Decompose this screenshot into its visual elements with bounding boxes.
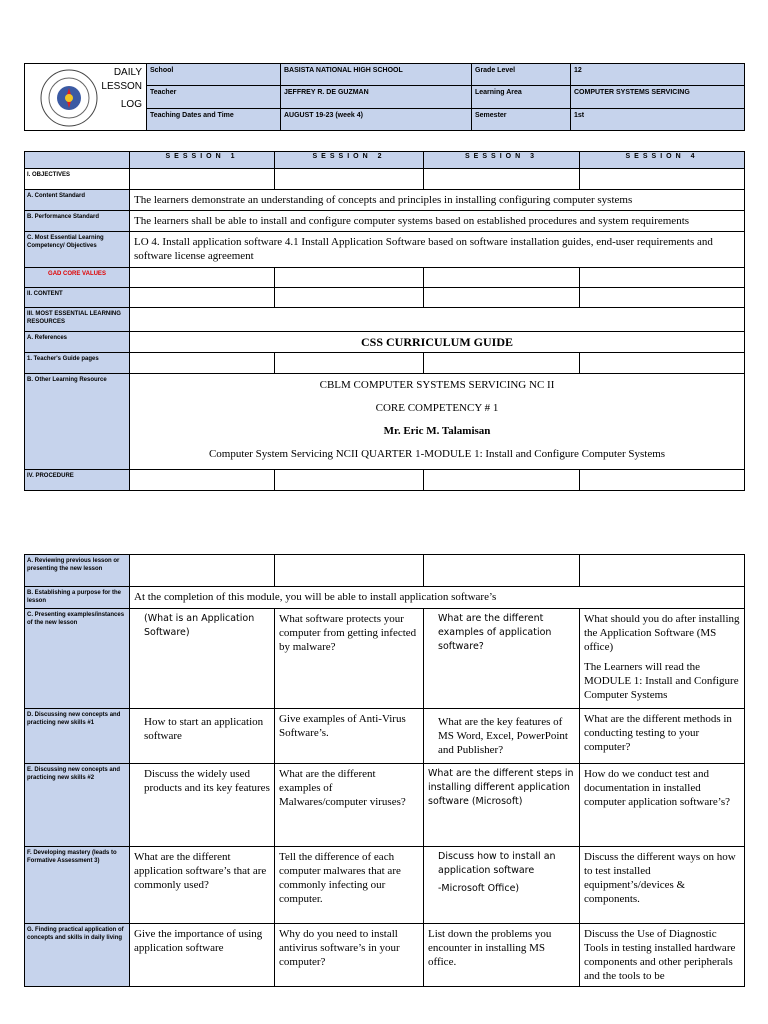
- other-resource-line-1: CBLM COMPUTER SYSTEMS SERVICING NC II: [319, 379, 555, 391]
- review-lesson-label: A. Reviewing previous lesson or presenting the new lesson: [25, 555, 130, 587]
- area-value: COMPUTER SYSTEMS SERVICING: [571, 86, 745, 109]
- other-resource-label: B. Other Learning Resource: [25, 374, 130, 470]
- procedure-label: IV. PROCEDURE: [25, 470, 130, 491]
- presenting-session-3: What are the different examples of application software?: [424, 609, 580, 709]
- area-label: Learning Area: [472, 86, 571, 109]
- practical-application-session-4: Discuss the Use of Diagnostic Tools in testing installed hardware components and other peripherals and the tools to be: [580, 924, 745, 987]
- references-text: CSS CURRICULUM GUIDE: [130, 332, 745, 353]
- gad-core-values-label: GAD CORE VALUES: [25, 268, 130, 288]
- content-standard-label: A. Content Standard: [25, 190, 130, 211]
- other-resource-cell: [130, 374, 745, 470]
- header-title-lesson: LESSON: [101, 81, 142, 92]
- discussing-2-session-2: What are the different examples of Malwares/computer viruses?: [275, 764, 424, 847]
- discussing-2-label: E. Discussing new concepts and practicing new skills #2: [25, 764, 130, 847]
- performance-standard-label: B. Performance Standard: [25, 211, 130, 232]
- practical-application-session-2: Why do you need to install antivirus software’s in your computer?: [275, 924, 424, 987]
- semester-label: Semester: [472, 109, 571, 131]
- session-3-header: SESSION 3: [424, 152, 580, 169]
- objectives-table: [24, 151, 745, 491]
- competency-text: LO 4. Install application software 4.1 Install Application Software based on software installation guides, end-user requirements and software license agreement: [130, 232, 745, 268]
- developing-mastery-session-3: [424, 847, 580, 924]
- school-label: School: [147, 64, 281, 86]
- session-2-header: SESSION 2: [275, 152, 424, 169]
- dates-value: AUGUST 19-23 (week 4): [281, 109, 472, 131]
- practical-application-session-1: Give the importance of using application software: [130, 924, 275, 987]
- practical-application-label: G. Finding practical application of concepts and skills in daily living: [25, 924, 130, 987]
- performance-standard-text: The learners shall be able to install and configure computer systems based on established procedures and system requirements: [130, 211, 745, 232]
- developing-mastery-label: F. Developing mastery (leads to Formative Assessment 3): [25, 847, 130, 924]
- discussing-1-session-2: Give examples of Anti-Virus Software’s.: [275, 709, 424, 764]
- discussing-2-session-3: What are the different steps in installing different application software (Microsoft): [424, 764, 580, 847]
- discussing-1-session-4: What are the different methods in conducting testing to your computer?: [580, 709, 745, 764]
- objectives-label: I. OBJECTIVES: [25, 169, 130, 190]
- presenting-session-4-line-2: The Learners will read the MODULE 1: Install and Configure Computer Systems: [584, 661, 739, 701]
- other-resource-line-4: Computer System Servicing NCII QUARTER 1-MODULE 1: Install and Configure Computer Systems: [208, 448, 666, 460]
- teachers-guide-label: 1. Teacher's Guide pages: [25, 353, 130, 374]
- presenting-session-1: (What is an Application Software): [130, 609, 275, 709]
- developing-mastery-session-4: Discuss the different ways on how to test installed equipment’s/devices & components.: [580, 847, 745, 924]
- discussing-1-session-3: What are the key features of MS Word, Excel, PowerPoint and Publisher?: [424, 709, 580, 764]
- developing-mastery-session-1: What are the different application software’s that are commonly used?: [130, 847, 275, 924]
- developing-mastery-session-3-line-1: Discuss how to install an application software: [438, 851, 556, 876]
- presenting-session-4: [580, 609, 745, 709]
- content-label: II. CONTENT: [25, 288, 130, 308]
- school-value: BASISTA NATIONAL HIGH SCHOOL: [281, 64, 472, 86]
- teacher-label: Teacher: [147, 86, 281, 109]
- presenting-session-2: What software protects your computer from getting infected by malware?: [275, 609, 424, 709]
- developing-mastery-session-2: Tell the difference of each computer malwares that are commonly infecting our computer.: [275, 847, 424, 924]
- content-standard-text: The learners demonstrate an understanding of concepts and principles in installing configuring computer systems: [130, 190, 745, 211]
- dates-label: Teaching Dates and Time: [147, 109, 281, 131]
- other-resource-line-2: CORE COMPETENCY # 1: [375, 402, 499, 414]
- header-logo-cell: [25, 64, 147, 131]
- header-title-log: LOG: [120, 99, 142, 110]
- references-label: A. References: [25, 332, 130, 353]
- session-1-header: SESSION 1: [130, 152, 275, 169]
- discussing-2-session-1: Discuss the widely used products and its key features: [130, 764, 275, 847]
- session-4-header: SESSION 4: [580, 152, 745, 169]
- header-title-daily: DAILY: [113, 67, 142, 78]
- grade-label: Grade Level: [472, 64, 571, 86]
- purpose-text: At the completion of this module, you will be able to install application software’s: [130, 587, 745, 609]
- semester-value: 1st: [571, 109, 745, 131]
- resources-label: III. MOST ESSENTIAL LEARNING RESOURCES: [25, 308, 130, 332]
- presenting-session-4-line-1: What should you do after installing the Application Software (MS office): [584, 613, 740, 653]
- practical-application-session-3: List down the problems you encounter in installing MS office.: [424, 924, 580, 987]
- teacher-value: JEFFREY R. DE GUZMAN: [281, 86, 472, 109]
- purpose-label: B. Establishing a purpose for the lesson: [25, 587, 130, 609]
- grade-value: 12: [571, 64, 745, 86]
- discussing-2-session-4: How do we conduct test and documentation in installed computer application software’s?: [580, 764, 745, 847]
- developing-mastery-session-3-line-2: -Microsoft Office): [438, 883, 520, 894]
- competency-label: C. Most Essential Learning Competency/ Objectives: [25, 232, 130, 268]
- procedure-table: [24, 554, 745, 987]
- deped-seal-icon: [39, 68, 99, 128]
- header-table: [24, 63, 745, 131]
- discussing-1-session-1: How to start an application software: [130, 709, 275, 764]
- other-resource-line-3: Mr. Eric M. Talamisan: [383, 425, 491, 437]
- presenting-examples-label: C. Presenting examples/instances of the new lesson: [25, 609, 130, 709]
- discussing-1-label: D. Discussing new concepts and practicing new skills #1: [25, 709, 130, 764]
